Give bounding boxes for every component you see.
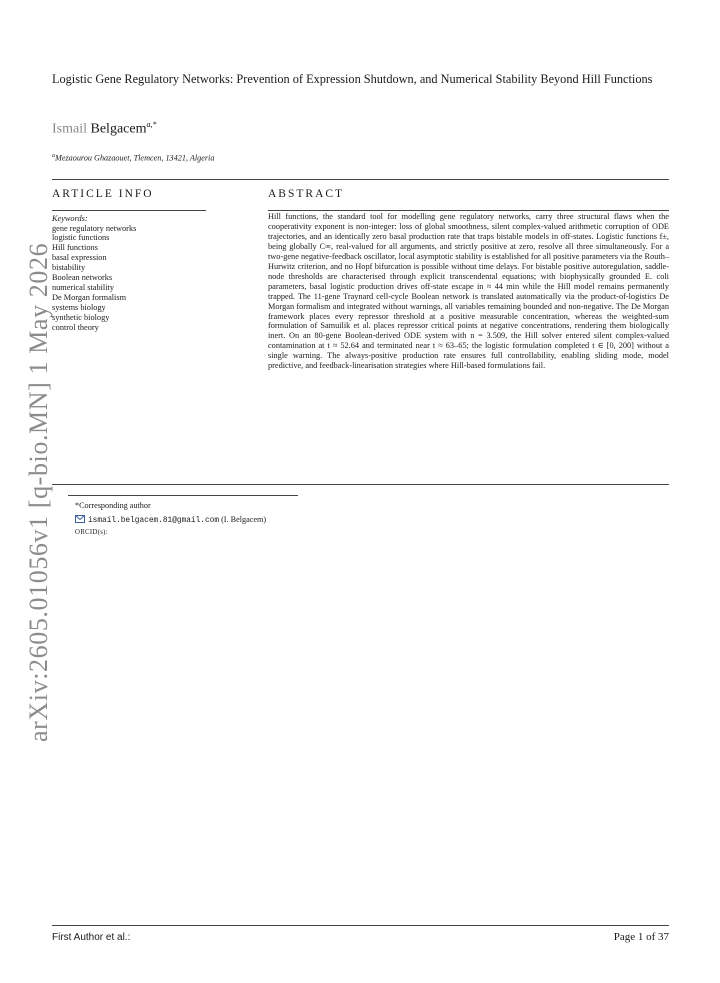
keyword-item: Boolean networks [52, 273, 113, 283]
email-owner: (I. Belgacem) [221, 515, 267, 524]
arxiv-identifier-stamp: arXiv:2605.01056v1 [q-bio.MN] 1 May 2026 [24, 242, 53, 742]
affiliation-text: Mezaourou Ghazaouet, Tlemcen, 13421, Algeria [55, 153, 215, 163]
paper-title: Logistic Gene Regulatory Networks: Prevention of Expression Shutdown, and Numerical Stability Beyond Hill Functions [52, 72, 653, 86]
keyword-item: De Morgan formalism [52, 292, 127, 302]
keywords-list [52, 224, 202, 333]
keyword-item: Hill functions [52, 243, 98, 253]
header-divider [52, 179, 669, 180]
article-info-heading: ARTICLE INFO [52, 188, 154, 200]
keyword-item: synthetic biology [52, 312, 110, 322]
author-line [52, 120, 156, 138]
affiliation [52, 153, 214, 163]
running-footer-author: First Author et al.: [52, 932, 131, 943]
keyword-item: bistability [52, 263, 86, 273]
keyword-item: basal expression [52, 253, 107, 263]
author-marks: a,* [146, 120, 157, 129]
keyword-item: gene regulatory networks [52, 223, 137, 233]
footer-rule [52, 925, 669, 926]
footnote-rule [68, 495, 298, 496]
keyword-item: control theory [52, 322, 99, 332]
abstract-bottom-divider [52, 484, 669, 485]
affiliation-mark: a [52, 153, 55, 159]
abstract-heading: ABSTRACT [268, 188, 345, 200]
corresponding-author-note: *Corresponding author [75, 501, 151, 510]
page-number: Page 1 of 37 [613, 931, 669, 943]
article-info-rule [52, 210, 206, 211]
keyword-item: numerical stability [52, 282, 114, 292]
author-last-name: Belgacem [90, 121, 147, 137]
abstract-rule [268, 210, 669, 211]
email-link[interactable]: ismail.belgacem.81@gmail.com [88, 517, 220, 525]
envelope-icon [75, 515, 85, 523]
orcid-label: ORCID(s): [75, 529, 108, 536]
abstract-body: Hill functions, the standard tool for modelling gene regulatory networks, carry three structural flaws when the cooperativity exponent is non-integer: loss of global smoothness, silent complex-valued arithmetic corruption of ODE trajectories, and an identically zero basal production rate that traps bistable models in off-states. Logistic functions f±, being globally C∞, real-valued for all arguments, and strictly positive at zero, resolve all three simultaneously. For a two-gene negative-feedback oscillator, local asymptotic stability is established for all positive parameters via the Routh–Hurwitz criterion, and no Hopf bifurcation is possible without time delays. For bistable positive autoregulation, saddle-node thresholds are characterised through explicit transcendental equations; with biophysically grounded E. coli parameters, basal logistic production drives off-state escape in ≈ 44 min while the Hill model remains permanently trapped. The 11-gene Traynard cell-cycle Boolean network is translated automatically via the product-of-logistics De Morgan formalism and integrated without warnings, all variables remaining bounded and non-negative. The De Morgan framework places every repressor threshold at a positive measurable concentration, whereas the weighted-sum formulation of Samuilik et al. places repressor critical points at negative concentrations, rendering them biologically inert. On an 80-gene Boolean-derived ODE system with n = 3.509, the Hill solver entered silent complex-valued contamination at t ≈ 52.64 and terminated near t ≈ 63–65; the logistic formulation completed t ∈ [0, 200] without a single warning. The always-positive production rate ensures full controllability, enabling sliding mode, model predictive, and feedback-linearisation strategies where Hill-based formulations fail. [268, 212, 669, 371]
email-line [75, 515, 266, 525]
keywords-label: Keywords: [52, 214, 88, 223]
author-first-name: Ismail [52, 121, 87, 137]
keyword-item: logistic functions [52, 233, 110, 243]
keyword-item: systems biology [52, 302, 106, 312]
